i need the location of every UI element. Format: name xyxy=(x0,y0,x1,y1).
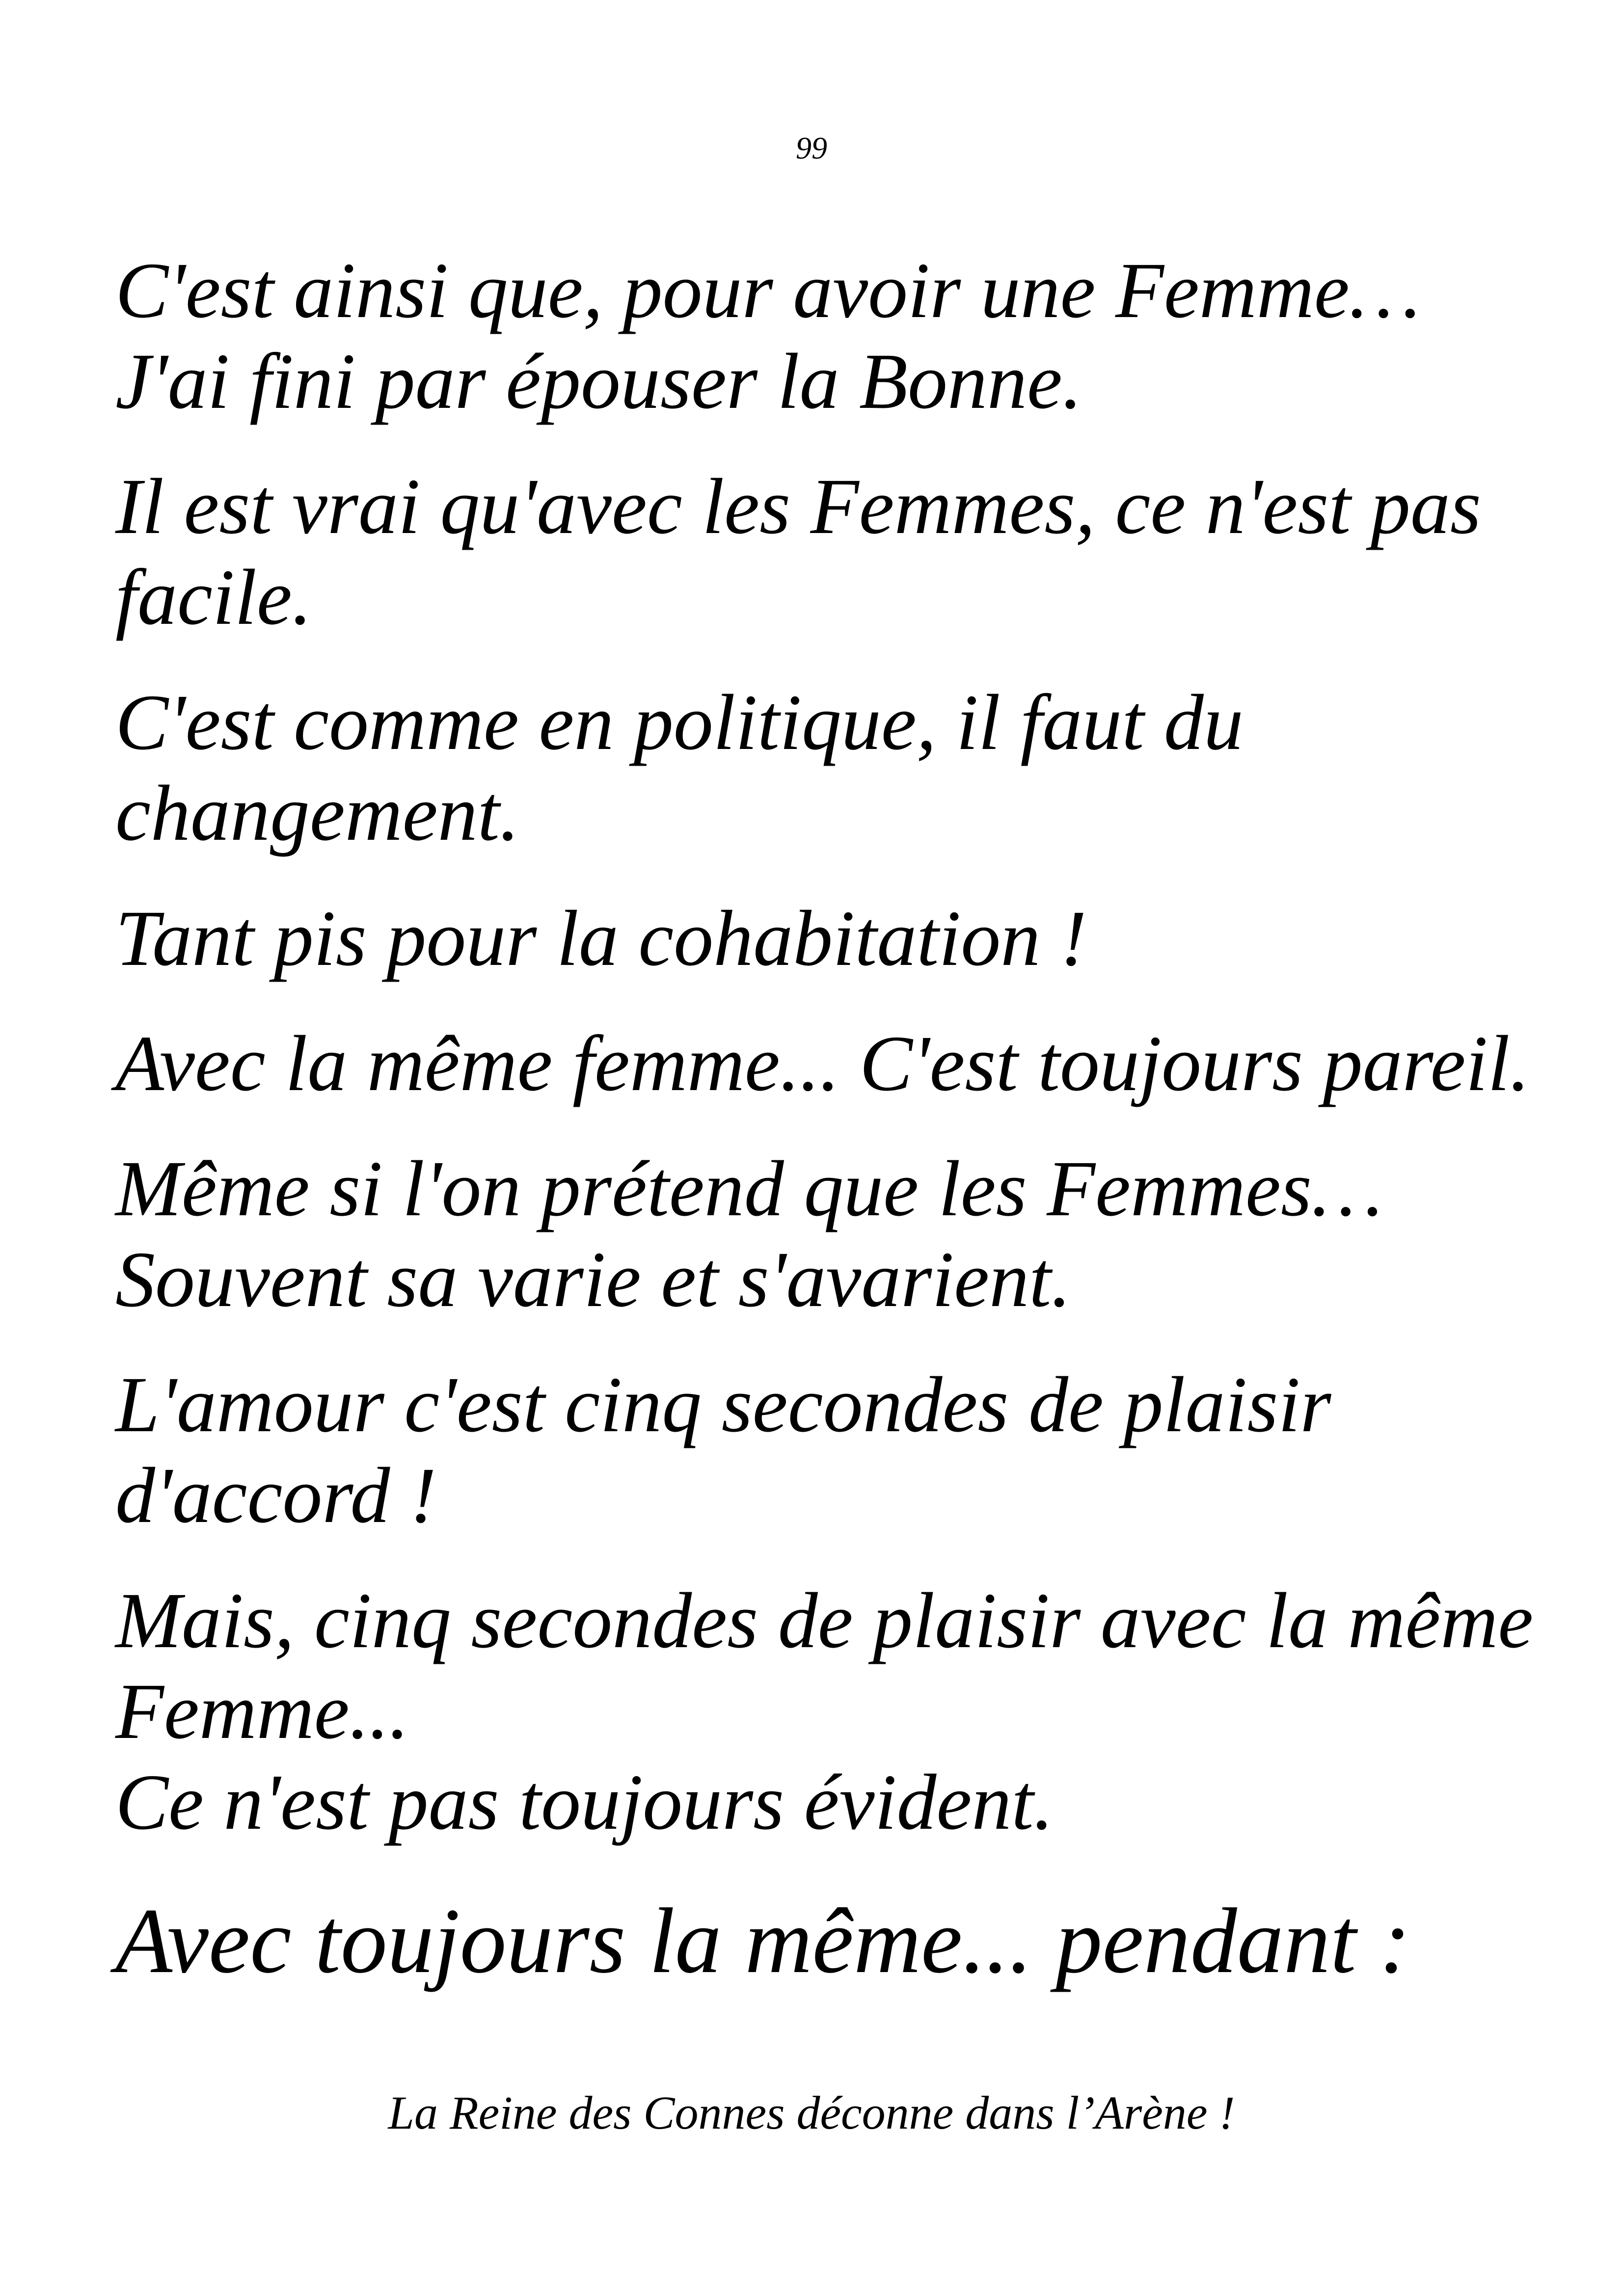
paragraph-line: Avec la même femme... C'est toujours pareil. xyxy=(115,1020,1530,1108)
paragraph-3 xyxy=(115,677,1539,859)
paragraph-8 xyxy=(115,1575,1539,1848)
page-footer: La Reine des Connes déconne dans l’Arène ! xyxy=(388,2086,1235,2139)
paragraph-2 xyxy=(115,461,1539,643)
paragraph-line: Tant pis pour la cohabitation ! xyxy=(115,895,1087,983)
paragraph-line: Même si l'on prétend que les Femmes… xyxy=(115,1145,1383,1233)
body-text xyxy=(115,245,1539,1848)
paragraph-line: Femme... xyxy=(115,1668,409,1756)
paragraph-5 xyxy=(115,1018,1539,1109)
paragraph-line: d'accord ! xyxy=(115,1452,436,1540)
page-number: 99 xyxy=(796,131,827,165)
paragraph-line: Il est vrai qu'avec les Femmes, ce n'est pas xyxy=(115,463,1481,551)
closing-line: Avec toujours la même... pendant : xyxy=(115,1890,1411,1993)
paragraph-line: changement. xyxy=(115,770,520,857)
paragraph-7 xyxy=(115,1360,1539,1541)
paragraph-line: facile. xyxy=(115,554,312,641)
paragraph-line: L'amour c'est cinq secondes de plaisir xyxy=(115,1361,1331,1449)
paragraph-1 xyxy=(115,245,1539,427)
paragraph-line: Souvent sa varie et s'avarient. xyxy=(115,1236,1071,1324)
paragraph-line: Ce n'est pas toujours évident. xyxy=(115,1759,1054,1846)
paragraph-line: C'est ainsi que, pour avoir une Femme… xyxy=(115,247,1420,335)
paragraph-line: Mais, cinq secondes de plaisir avec la même xyxy=(115,1577,1534,1665)
paragraph-line: C'est comme en politique, il faut du xyxy=(115,679,1244,767)
paragraph-4 xyxy=(115,893,1539,984)
paragraph-line: J'ai fini par épouser la Bonne. xyxy=(115,338,1082,426)
paragraph-6 xyxy=(115,1144,1539,1325)
